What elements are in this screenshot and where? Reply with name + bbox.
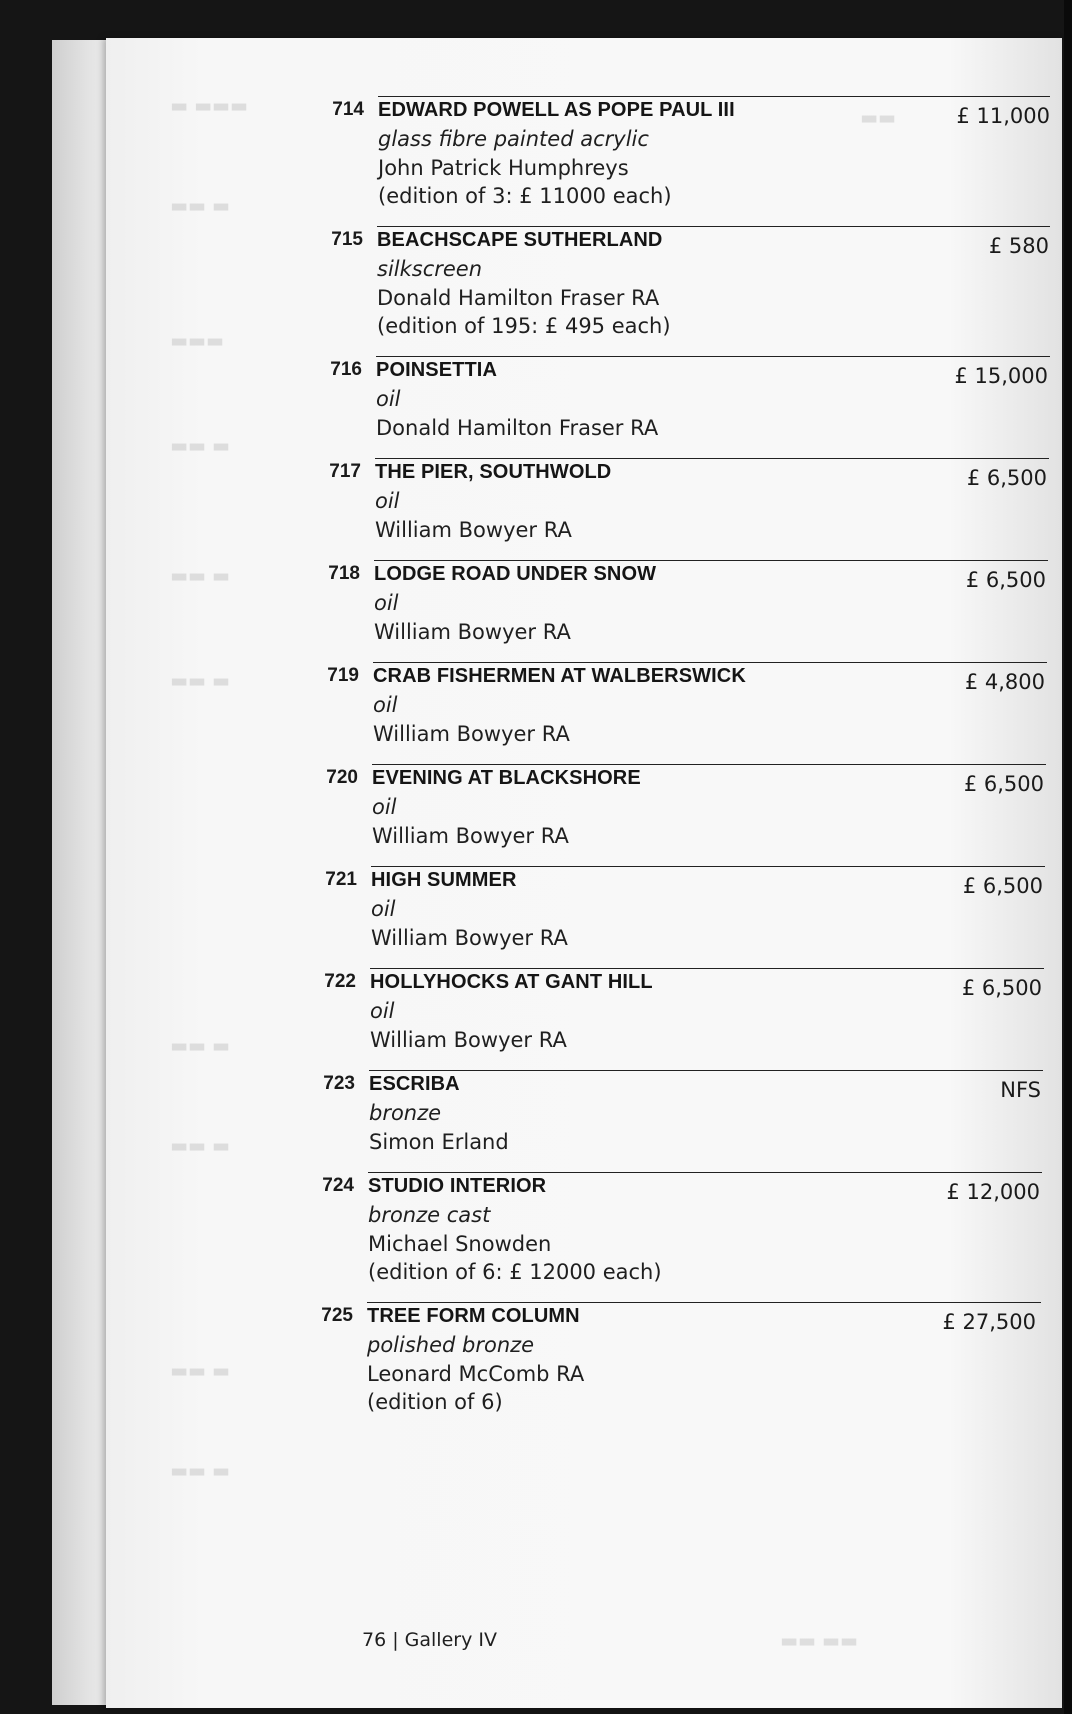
price: NFS: [1000, 1078, 1041, 1102]
work-medium: polished bronze: [367, 1333, 535, 1357]
artist-name: Leonard McComb RA: [367, 1362, 585, 1386]
price: £ 6,500: [962, 874, 1043, 898]
work-title: ESCRIBA: [369, 1073, 460, 1095]
work-medium: silkscreen: [377, 257, 483, 281]
work-title: CRAB FISHERMEN AT WALBERSWICK: [373, 665, 746, 687]
lot-number: 716: [330, 359, 362, 380]
lot-number: 723: [323, 1073, 355, 1094]
lot-number: 714: [332, 99, 364, 120]
work-title: BEACHSCAPE SUTHERLAND: [377, 229, 663, 251]
work-title: STUDIO INTERIOR: [368, 1175, 547, 1197]
lot-number: 724: [322, 1175, 354, 1196]
lot-number: 720: [326, 767, 358, 788]
artist-name: Donald Hamilton Fraser RA: [377, 286, 660, 310]
artist-name: William Bowyer RA: [373, 722, 570, 746]
edition-info: (edition of 3: £ 11000 each): [378, 184, 672, 208]
work-title: HOLLYHOCKS AT GANT HILL: [370, 971, 653, 993]
price: £ 12,000: [946, 1180, 1040, 1204]
binding-shadow: [1064, 0, 1072, 1714]
artist-name: William Bowyer RA: [374, 620, 571, 644]
page-edge: [52, 40, 112, 1705]
artist-name: William Bowyer RA: [370, 1028, 567, 1052]
edition-info: (edition of 195: £ 495 each): [377, 314, 671, 338]
lot-number: 719: [327, 665, 359, 686]
artist-name: Simon Erland: [369, 1130, 509, 1154]
work-title: HIGH SUMMER: [371, 869, 517, 891]
lot-number: 715: [331, 229, 363, 250]
price: £ 11,000: [956, 104, 1050, 128]
lot-number: 722: [324, 971, 356, 992]
work-medium: bronze cast: [368, 1203, 491, 1227]
work-medium: oil: [370, 999, 395, 1023]
work-medium: oil: [372, 795, 397, 819]
artist-name: Michael Snowden: [368, 1232, 552, 1256]
work-title: TREE FORM COLUMN: [367, 1305, 580, 1327]
lot-number: 725: [321, 1305, 353, 1326]
artist-name: William Bowyer RA: [371, 926, 568, 950]
work-medium: oil: [375, 489, 400, 513]
lot-number: 717: [329, 461, 361, 482]
work-title: LODGE ROAD UNDER SNOW: [374, 563, 657, 585]
lot-number: 718: [328, 563, 360, 584]
work-title: THE PIER, SOUTHWOLD: [375, 461, 612, 483]
work-medium: oil: [373, 693, 398, 717]
price: £ 27,500: [942, 1310, 1036, 1334]
price: £ 4,800: [964, 670, 1045, 694]
work-title: EDWARD POWELL AS POPE PAUL III: [378, 99, 735, 121]
artist-name: William Bowyer RA: [372, 824, 569, 848]
artist-name: Donald Hamilton Fraser RA: [376, 416, 659, 440]
edition-info: (edition of 6: £ 12000 each): [368, 1260, 662, 1284]
work-medium: oil: [371, 897, 396, 921]
work-medium: glass fibre painted acrylic: [378, 127, 649, 151]
work-medium: oil: [376, 387, 401, 411]
price: £ 580: [988, 234, 1049, 258]
work-title: POINSETTIA: [376, 359, 498, 381]
page-footer: 76 | Gallery IV: [362, 1629, 497, 1651]
price: £ 6,500: [963, 772, 1044, 796]
work-title: EVENING AT BLACKSHORE: [372, 767, 641, 789]
work-medium: bronze: [369, 1101, 442, 1125]
edition-info: (edition of 6): [367, 1390, 503, 1414]
artist-name: William Bowyer RA: [375, 518, 572, 542]
price: £ 6,500: [961, 976, 1042, 1000]
price: £ 15,000: [954, 364, 1048, 388]
price: £ 6,500: [966, 466, 1047, 490]
price: £ 6,500: [965, 568, 1046, 592]
artist-name: John Patrick Humphreys: [378, 156, 629, 180]
work-medium: oil: [374, 591, 399, 615]
lot-number: 721: [325, 869, 357, 890]
